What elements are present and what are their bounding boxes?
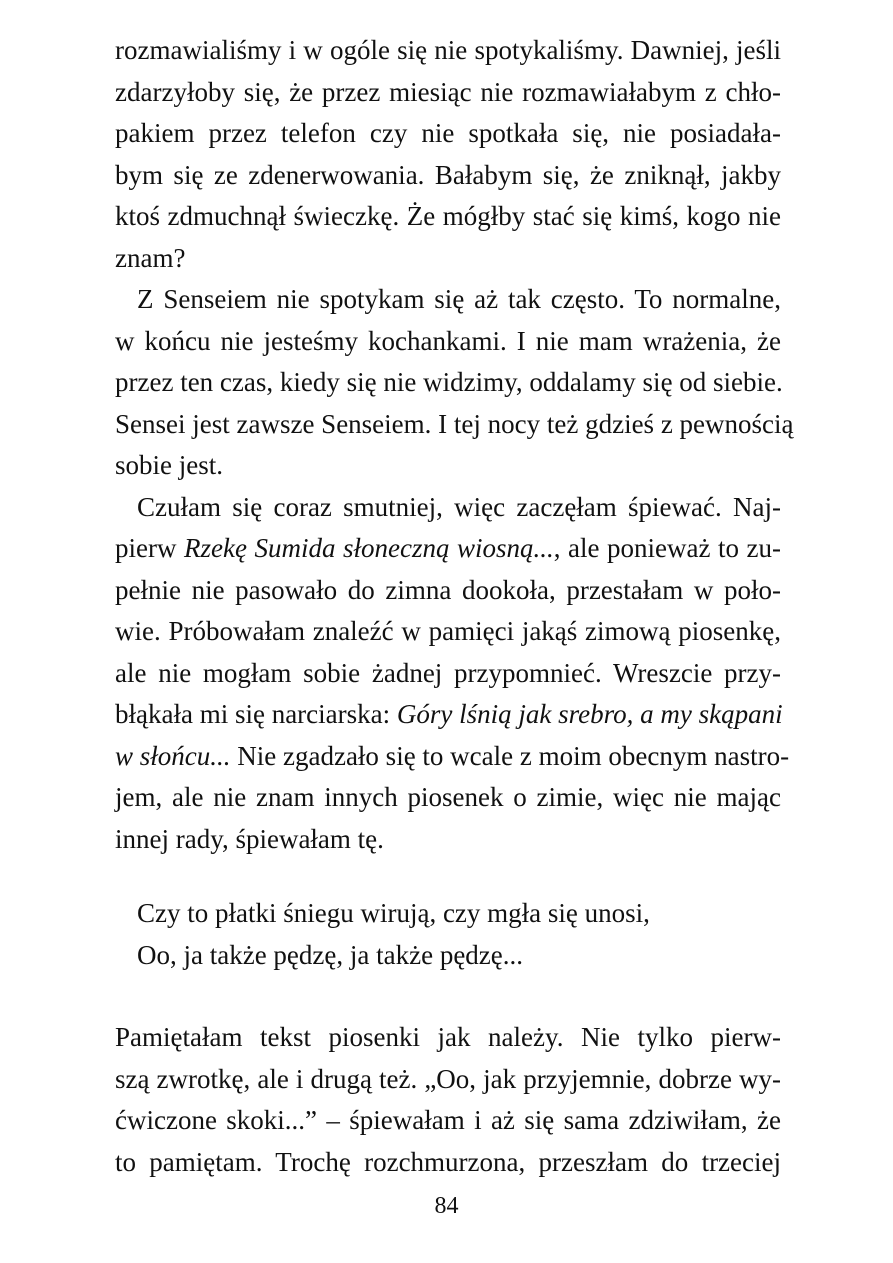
- song-quote: w słońcu...: [115, 740, 231, 771]
- text-line: [115, 694, 781, 736]
- text-line: pełnie nie pasowało do zimna dookoła, przestałam w poło-: [115, 574, 781, 605]
- text-line: wie. Próbowałam znaleźć w pamięci jakąś zimową piosenkę,: [115, 616, 781, 646]
- paragraph: [115, 30, 781, 279]
- verse-line: Oo, ja także pędzę, ja także pędzę...: [137, 939, 524, 970]
- text-line: [115, 736, 790, 778]
- paragraph: [115, 1017, 781, 1183]
- page-body: [115, 30, 794, 1183]
- text-fragment: , ale ponieważ to zu-: [553, 533, 781, 563]
- verse-line: Czy to płatki śniegu wirują, czy mgła się unosi,: [137, 898, 650, 928]
- text-line: szą zwrotkę, ale i drugą też. „Oo, jak przyjemnie, dobrze wy-: [115, 1063, 781, 1094]
- text-fragment: błąkała mi się narciarska:: [115, 699, 397, 729]
- text-line: zdarzyłoby się, że przez miesiąc nie rozmawiałabym z chło-: [115, 76, 781, 107]
- page-number: 84: [434, 1193, 459, 1219]
- text-line: rozmawialiśmy i w ogóle się nie spotykaliśmy. Dawniej, jeśli: [115, 35, 781, 65]
- text-line: ćwiczone skoki...” – śpiewałam i aż się sama zdziwiłam, że: [115, 1105, 781, 1135]
- text-line: przez ten czas, kiedy się nie widzimy, oddalamy się od siebie.: [115, 367, 783, 397]
- spacer: [115, 860, 781, 893]
- song-title: Rzekę Sumida słoneczną wiosną...: [184, 533, 554, 563]
- text-line: w końcu nie jesteśmy kochankami. I nie mam wrażenia, że: [115, 325, 781, 356]
- text-line: innej rady, śpiewałam tę.: [115, 823, 384, 854]
- text-line: to pamiętam. Trochę rozchmurzona, przeszłam do trzeciej: [115, 1146, 781, 1177]
- text-fragment: Nie zgadzało się to wcale z moim obecnym nastro-: [230, 740, 790, 771]
- song-verse: [115, 893, 781, 976]
- text-line: jem, ale nie znam innych piosenek o zimie, więc nie mając: [115, 782, 781, 812]
- text-line: Czułam się coraz smutniej, więc zaczęłam śpiewać. Naj-: [137, 491, 781, 522]
- text-line: Pamiętałam tekst piosenki jak należy. Nie tylko pierw-: [115, 1022, 781, 1052]
- text-line: [115, 528, 781, 570]
- text-line: sobie jest.: [115, 450, 223, 480]
- paragraph: [115, 279, 794, 487]
- text-line: ale nie mogłam sobie żadnej przypomnieć. Wreszcie przy-: [115, 657, 781, 688]
- text-line: Z Senseiem nie spotykam się aż tak często. To normalne,: [137, 284, 781, 314]
- paragraph: [115, 487, 790, 861]
- text-fragment: pierw: [115, 533, 184, 563]
- song-quote: Góry lśnią jak srebro, a my skąpani: [396, 699, 783, 729]
- text-line: pakiem przez telefon czy nie spotkała się, nie posiadała-: [115, 118, 781, 148]
- text-line: ktoś zdmuchnął świeczkę. Że mógłby stać się kimś, kogo nie: [115, 201, 781, 231]
- text-line: Sensei jest zawsze Senseiem. I tej nocy też gdzieś z pewnością: [115, 408, 794, 439]
- text-line: znam?: [115, 242, 186, 273]
- text-line: bym się ze zdenerwowania. Bałabym się, że zniknął, jakby: [115, 159, 781, 190]
- spacer: [115, 976, 781, 1017]
